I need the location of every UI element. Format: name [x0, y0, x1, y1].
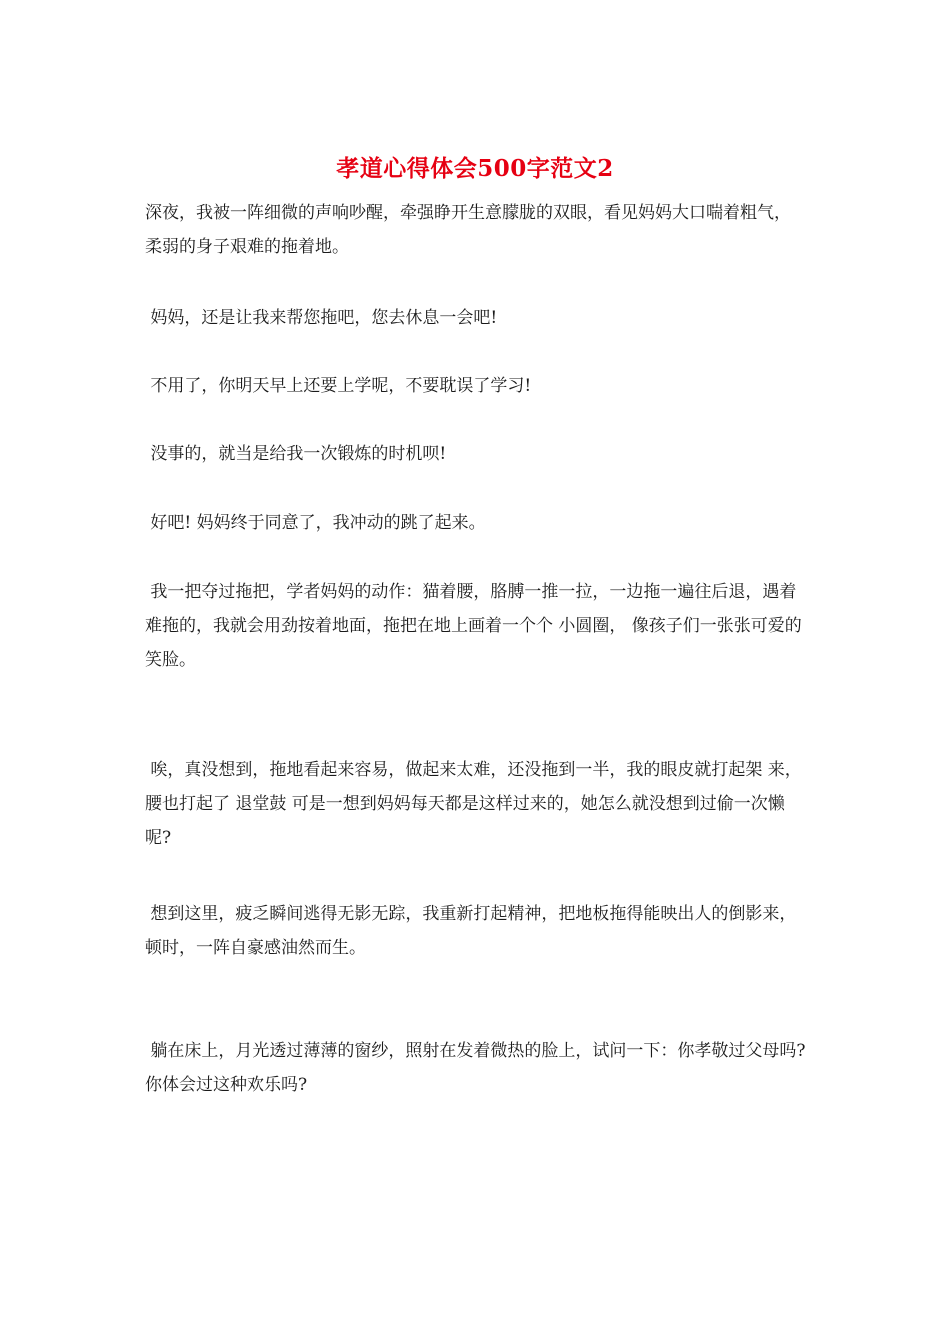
paragraph-8: 想到这里，疲乏瞬间逃得无影无踪，我重新打起精神，把地板拖得能映出人的倒影来，顿时，一阵自豪感油然而生。 — [145, 904, 797, 958]
paragraph-5: 好吧! 妈妈终于同意了，我冲动的跳了起来。 — [145, 513, 486, 533]
paragraph-6: 我一把夺过拖把，学者妈妈的动作：猫着腰，胳膊一推一拉，一边拖一遍往后退，遇着难拖的，我就会用劲按着地面，拖把在地上画着一个个 小圆圈， 像孩子们一张张可爱的笑脸。 — [145, 582, 802, 670]
paragraph-1: 深夜，我被一阵细微的声响吵醒，牵强睁开生意朦胧的双眼，看见妈妈大口喘着粗气，柔弱的身子艰难的拖着地。 — [145, 203, 791, 257]
document-title: 孝道心得体会500字范文2 — [336, 155, 614, 182]
paragraph-9: 躺在床上，月光透过薄薄的窗纱，照射在发着微热的脸上，试问一下：你孝敬过父母吗?你体会过这种欢乐吗? — [145, 1041, 806, 1095]
paragraph-4: 没事的，就当是给我一次锻炼的时机呗! — [145, 444, 447, 464]
paragraph-2: 妈妈，还是让我来帮您拖吧，您去休息一会吧! — [145, 308, 498, 328]
paragraph-3: 不用了，你明天早上还要上学呢，不要耽误了学习! — [145, 376, 532, 396]
paragraph-7: 唉，真没想到，拖地看起来容易，做起来太难，还没拖到一半，我的眼皮就打起架 来，腰也打起了 退堂鼓 可是一想到妈妈每天都是这样过来的，她怎么就没想到过偷一次懒呢? — [145, 760, 802, 848]
